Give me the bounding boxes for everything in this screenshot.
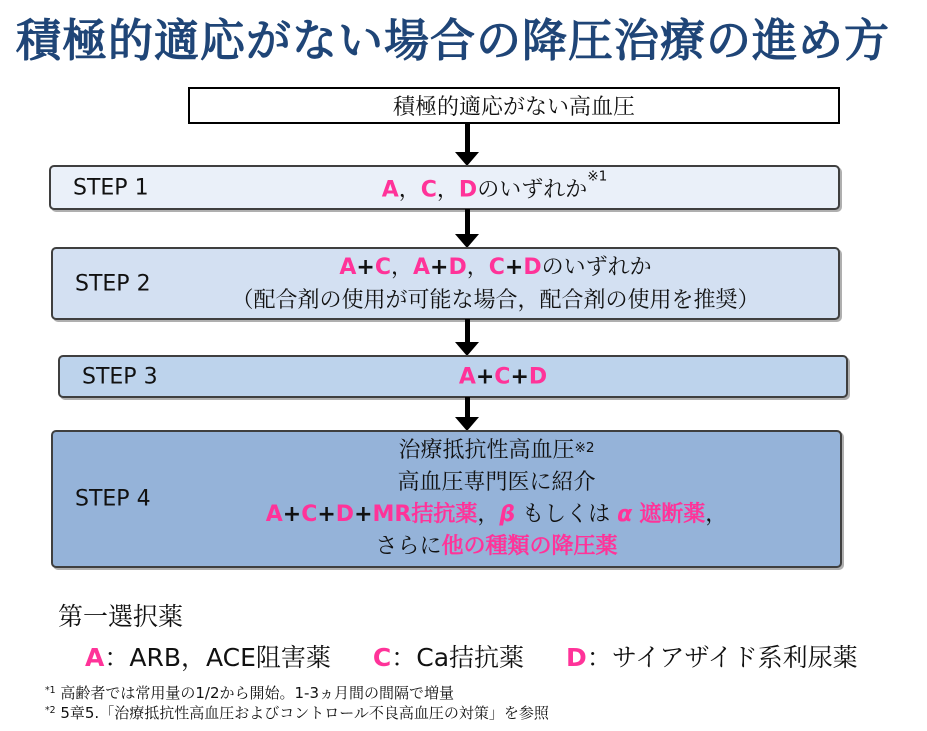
step4-line-1: 治療抵抗性高血圧$^{※2}$ [398, 438, 595, 463]
step2-label: STEP 2 [75, 271, 151, 296]
step2-line-1: A+C，A+D，C+Dのいずれか [339, 254, 652, 280]
legend-item-c: C：Ca拮抗薬 [372, 643, 525, 672]
arrow-head-icon [455, 417, 479, 431]
legend-row [85, 638, 858, 674]
arrow-head-icon [455, 234, 479, 248]
step1-box [49, 165, 840, 210]
step3-label: STEP 3 [82, 364, 158, 389]
arrow-shaft [465, 319, 470, 342]
step3-box [58, 355, 848, 398]
arrow-shaft [465, 209, 470, 234]
start-box [188, 87, 840, 124]
legend-title: 第一選択薬 [58, 602, 184, 631]
flow-arrow-4 [455, 397, 479, 431]
step4-box [51, 430, 842, 568]
step4-label: STEP 4 [75, 486, 151, 512]
footnotes [45, 683, 549, 723]
footnote-1: $^{*1}$ 高齢者では常用量の1/2から開始。1-3ヵ月間の間隔で増量 [45, 684, 454, 702]
page-title: 積極的適応がない場合の降圧治療の進め方 [16, 14, 891, 67]
step1-label: STEP 1 [73, 175, 149, 200]
step2-content [193, 251, 798, 317]
step4-line-3: A+C+D+MR拮抗薬，β もしくは α 遮断薬， [265, 502, 728, 527]
arrow-shaft [465, 123, 470, 152]
start-box-label: 積極的適応がない高血圧 [392, 95, 635, 120]
arrow-head-icon [455, 152, 479, 166]
flow-arrow-1 [455, 123, 479, 166]
step4-line-2: 高血圧専門医に紹介 [397, 470, 596, 495]
flow-arrow-3 [455, 319, 479, 356]
step4-content [193, 435, 800, 563]
legend-item-a: A：ARB，ACE阻害薬 [85, 643, 331, 672]
step4-line-4: さらに他の種類の降圧薬 [375, 534, 618, 559]
flow-arrow-2 [455, 209, 479, 248]
step3-content [200, 364, 806, 389]
step1-content [191, 168, 798, 203]
step3-line-1: A+C+D [458, 364, 548, 389]
arrow-shaft [465, 397, 470, 417]
step2-box [51, 247, 840, 320]
footnote-2: $^{*2}$ 5章5.「治療抵抗性高血圧およびコントロール不良高血圧の対策」を参照 [45, 704, 549, 722]
legend-item-d: D：サイアザイド系利尿薬 [566, 643, 858, 672]
arrow-head-icon [455, 342, 479, 356]
step2-line-2: （配合剤の使用が可能な場合，配合剤の使用を推奨） [231, 287, 760, 313]
step1-line-1: A，C，Dのいずれか$^{※1}$ [381, 168, 608, 202]
